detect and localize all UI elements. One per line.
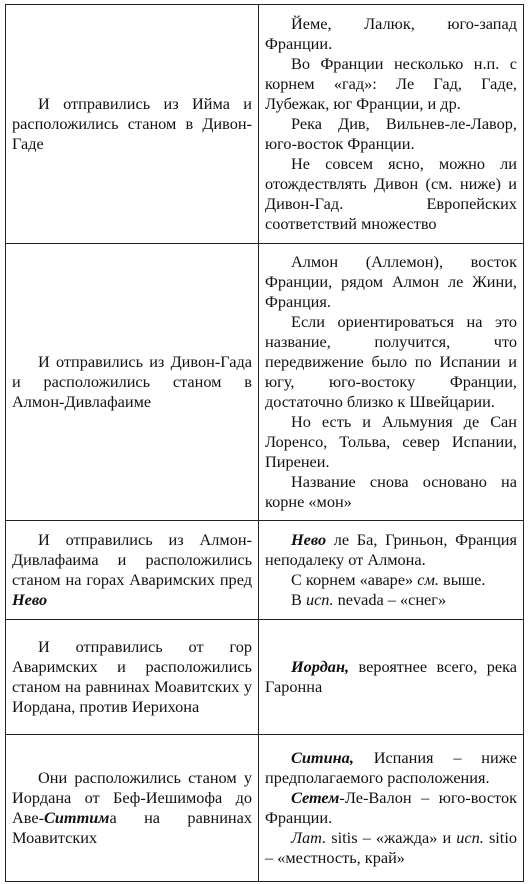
table-row [6,735,524,882]
scripture-cell [6,620,259,735]
scripture-cell [6,521,259,620]
commentary-paragraph: Сетем-Ле-Валон – юго-восток Франции. [265,788,517,827]
commentary-paragraph: С корнем «аваре» см. выше. [291,570,486,589]
table-row [6,5,524,244]
commentary-paragraph: Йеме, Лалюк, юго-запад Франции. [265,14,517,53]
scripture-cell [6,735,259,882]
scripture-text: И отправились из Алмон-Дивлафаима и расположились станом на горах Аваримских пред Нево [12,530,252,609]
commentary-paragraph: Если ориентироваться на это название, получится, что передвижение было по Испании и югу, юго-востоку Франции, достаточно близко к Швейцарии. [265,312,517,411]
commentary-paragraph: Иордан, вероятнее всего, река Гаронна [265,657,517,696]
table-row [6,620,524,735]
scripture-text: И отправились из Дивон-Гада и расположились станом в Алмон-Дивлафаиме [12,352,252,411]
commentary-paragraph: Ситина, Испания – ниже предполагаемого расположения. [265,748,517,787]
commentary-paragraph: Река Див, Вильнев-ле-Лавор, юго-восток Франции. [265,114,517,153]
commentary-paragraph: Нево ле Ба, Гриньон, Франция неподалеку от Алмона. [265,530,517,569]
commentary-paragraph: Название снова основано на корне «мон» [265,472,517,511]
scripture-cell [6,5,259,244]
commentary-cell [259,620,524,735]
scripture-text: И отправились от гор Аваримских и расположились станом на равнинах Моавитских у Иордана, против Иерихона [12,637,252,716]
commentary-paragraph: Лат. sitis – «жажда» и исп. sitio – «местность, край» [265,828,517,867]
scripture-text: И отправились из Ийма и расположились станом в Дивон-Гаде [12,94,252,153]
commentary-paragraph: Не совсем ясно, можно ли отождествлять Дивон (см. ниже) и Дивон-Гад. Европейских соответствий множество [265,154,517,233]
commentary-paragraph: В исп. nevada – «снег» [291,590,447,609]
commentary-cell [259,244,524,521]
commentary-paragraph: Во Франции несколько н.п. с корнем «гад»: Ле Гад, Гаде, Лубежак, юг Франции, и др. [265,54,517,113]
commentary-paragraph: Алмон (Аллемон), восток Франции, рядом Алмон ле Жини, Франция. [265,252,517,311]
itinerary-table [5,4,524,882]
commentary-cell [259,521,524,620]
commentary-paragraph: Но есть и Альмуния де Сан Лоренсо, Тольва, север Испании, Пиренеи. [265,412,517,471]
commentary-cell [259,5,524,244]
commentary-cell [259,735,524,882]
scripture-cell [6,244,259,521]
table-row [6,244,524,521]
scripture-text: Они расположились станом у Иордана от Беф-Иешимофа до Аве-Ситтима на равнинах Моавитских [12,768,252,847]
table-row [6,521,524,620]
